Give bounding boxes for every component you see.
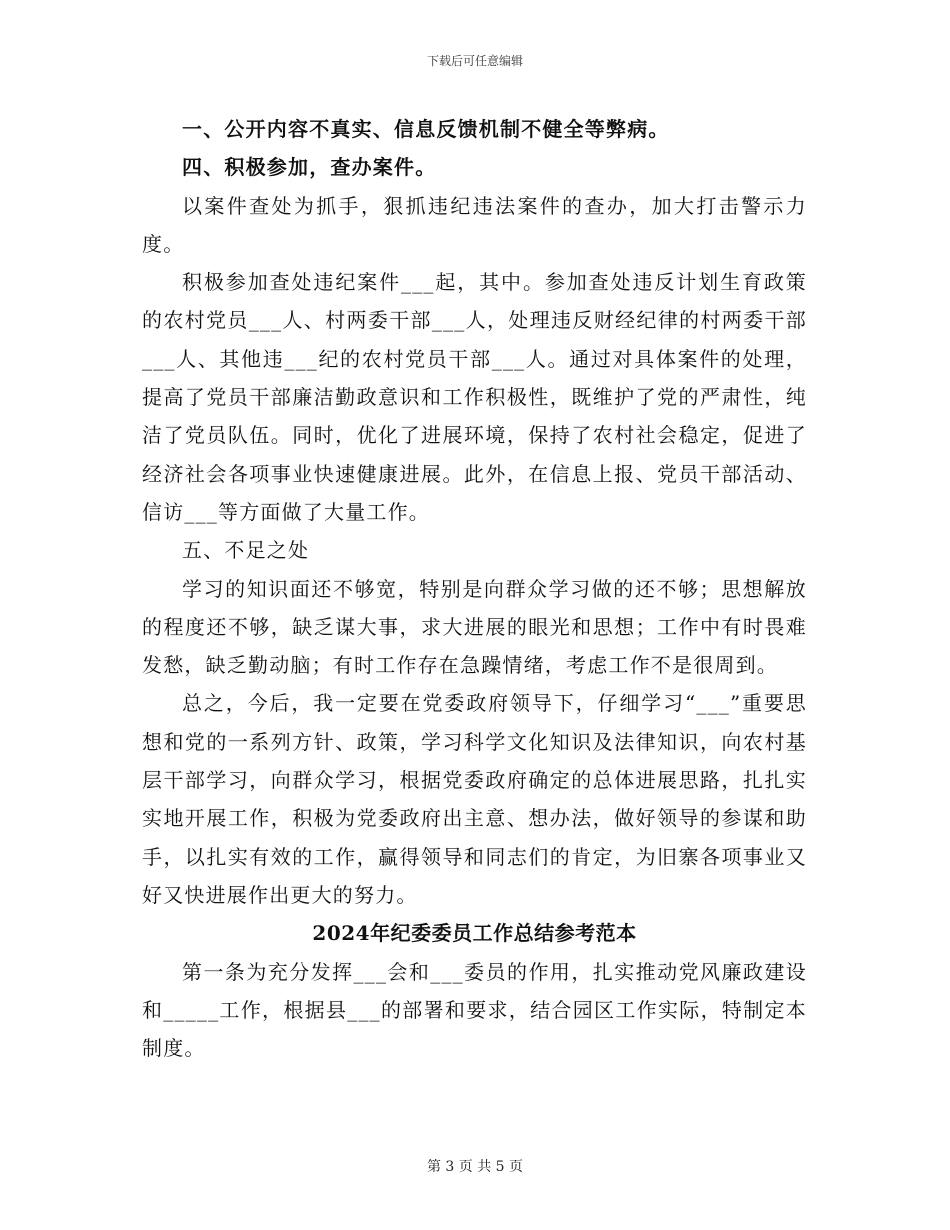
section-heading-five: 五、不足之处 <box>182 538 310 563</box>
paragraph-issue-one: 一、公开内容不真实、信息反馈机制不健全等弊病。 <box>182 117 670 141</box>
header-note: 下载后可任意编辑 <box>426 54 523 68</box>
page-number: 第 3 页 共 5 页 <box>426 1159 524 1175</box>
paragraph-shortcomings: 学习的知识面还不够宽，特别是向群众学习做的还不够；思想解放的程度还不够，缺乏谋大事，求大进展的眼光和思想；工作中有时畏难发愁，缺乏勤动脑；有时工作存在急躁情绪，考虑工作不是很周到。 <box>142 576 807 678</box>
paragraph-article-one: 第一条为充分发挥___会和___委员的作用，扎实推动党风廉政建设和_____工作，根据县___的部署和要求，结合园区工作实际，特制定本制度。 <box>142 959 807 1061</box>
paragraph-case-focus: 以案件查处为抓手，狠抓违纪违法案件的查办，加大打击警示力度。 <box>142 193 807 256</box>
document-body <box>142 110 807 1067</box>
section-heading-four: 四、积极参加，查办案件。 <box>182 155 437 180</box>
paragraph-conclusion: 总之，今后，我一定要在党委政府领导下，仔细学习“___”重要思想和党的一系列方针、政策，学习科学文化知识及法律知识，向农村基层干部学习，向群众学习，根据党委政府确定的总体进展思路，扎扎实实地开展工作，积极为党委政府出主意、想办法，做好领导的参谋和助手，以扎实有效的工作，赢得领导和同志们的肯定，为旧寨各项事业又好又快进展作出更大的努力。 <box>142 691 807 907</box>
paragraph-case-details: 积极参加查处违纪案件___起，其中。参加查处违反计划生育政策的农村党员___人、村两委干部___人，处理违反财经纪律的村两委干部___人、其他违___纪的农村党员干部___人。通过对具体案件的处理，提高了党员干部廉洁勤政意识和工作积极性，既维护了党的严肃性，纯洁了党员队伍。同时，优化了进展环境，保持了农村社会稳定，促进了经济社会各项事业快速健康进展。此外，在信息上报、党员干部活动、信访___等方面做了大量工作。 <box>142 270 807 524</box>
document-title: 2024年纪委委员工作总结参考范本 <box>312 921 637 946</box>
